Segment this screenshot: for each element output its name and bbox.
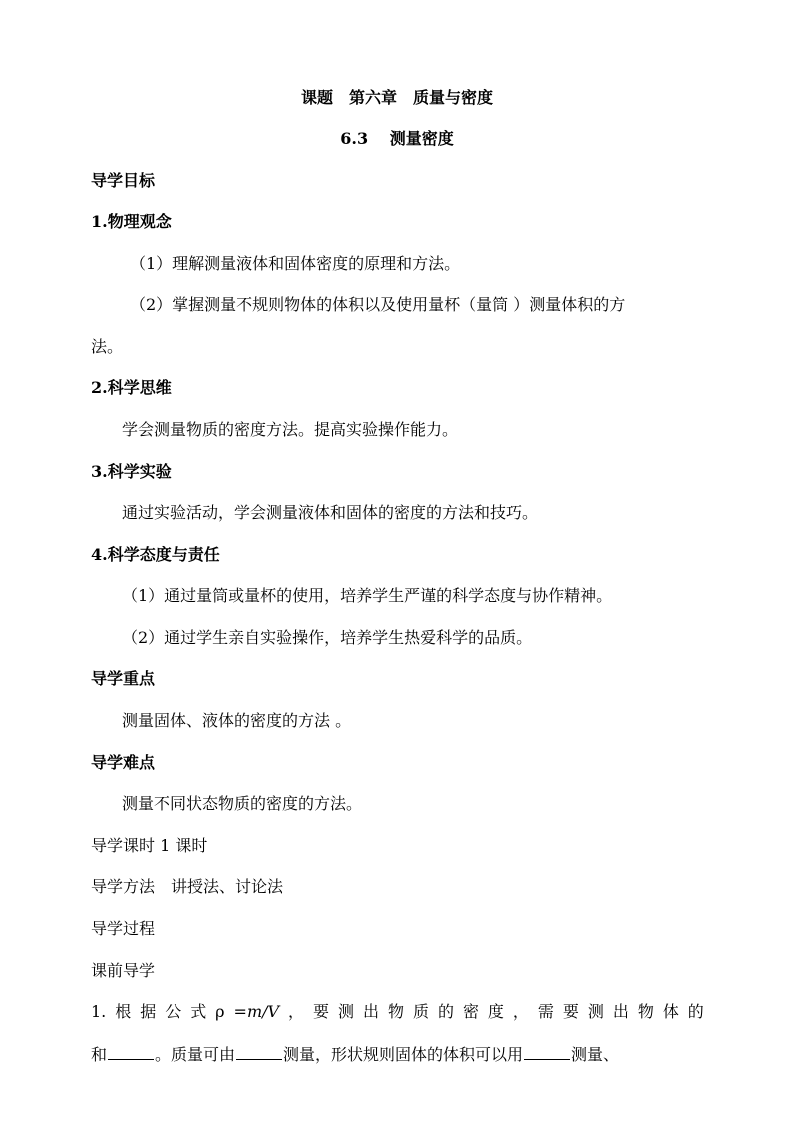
teaching-methods: 导学方法 讲授法、讨论法 bbox=[91, 877, 284, 896]
question-1-line-2: 和 。质量可由 测量，形状规则固体的体积可以用 测量、 bbox=[91, 1045, 620, 1064]
density-formula: =m/V bbox=[233, 1002, 280, 1021]
density-symbol: ρ bbox=[215, 1002, 225, 1021]
key-points-text: 测量固体、液体的密度的方法 。 bbox=[122, 711, 352, 730]
section-heading-objectives: 导学目标 bbox=[91, 171, 156, 190]
objective-2-line-1: 学会测量物质的密度方法。提高实验操作能力。 bbox=[122, 420, 459, 439]
objective-3-line-1: 通过实验活动，学会测量液体和固体的密度的方法和技巧。 bbox=[122, 503, 539, 522]
document-subtitle: 6.3 测量密度 bbox=[340, 129, 454, 148]
objective-1-line-3: 法。 bbox=[91, 337, 124, 356]
objective-4-line-1: （1）通过量筒或量杯的使用，培养学生严谨的科学态度与协作精神。 bbox=[122, 586, 613, 605]
objective-heading-2: 2.科学思维 bbox=[91, 378, 172, 397]
answer-blank-2[interactable] bbox=[236, 1043, 282, 1060]
answer-blank-1[interactable] bbox=[108, 1043, 154, 1060]
section-heading-difficulties: 导学难点 bbox=[91, 753, 156, 772]
objective-heading-4: 4.科学态度与责任 bbox=[91, 545, 220, 564]
objective-1-line-2: （2）掌握测量不规则物体的体积以及使用量杯（量筒 ）测量体积的方 bbox=[130, 295, 626, 314]
question-1-line-1: 1. 根 据 公 式 ρ =m/V ， 要 测 出 物 质 的 密 度 ， 需 要 测 出 物 体 的 bbox=[91, 1002, 704, 1021]
objective-heading-3: 3.科学实验 bbox=[91, 462, 172, 481]
objective-heading-1: 1.物理观念 bbox=[91, 212, 172, 231]
question-number: 1. bbox=[91, 1002, 107, 1021]
class-hours: 导学课时 1 课时 bbox=[91, 836, 208, 855]
guidance-process: 导学过程 bbox=[91, 919, 156, 938]
document-title: 课题 第六章 质量与密度 bbox=[300, 88, 493, 107]
objective-1-line-1: （1）理解测量液体和固体密度的原理和方法。 bbox=[130, 254, 461, 273]
section-heading-key-points: 导学重点 bbox=[91, 669, 156, 688]
difficulties-text: 测量不同状态物质的密度的方法。 bbox=[122, 794, 363, 813]
preclass-guidance: 课前导学 bbox=[91, 961, 156, 980]
answer-blank-3[interactable] bbox=[524, 1043, 570, 1060]
objective-4-line-2: （2）通过学生亲自实验操作，培养学生热爱科学的品质。 bbox=[122, 628, 533, 647]
